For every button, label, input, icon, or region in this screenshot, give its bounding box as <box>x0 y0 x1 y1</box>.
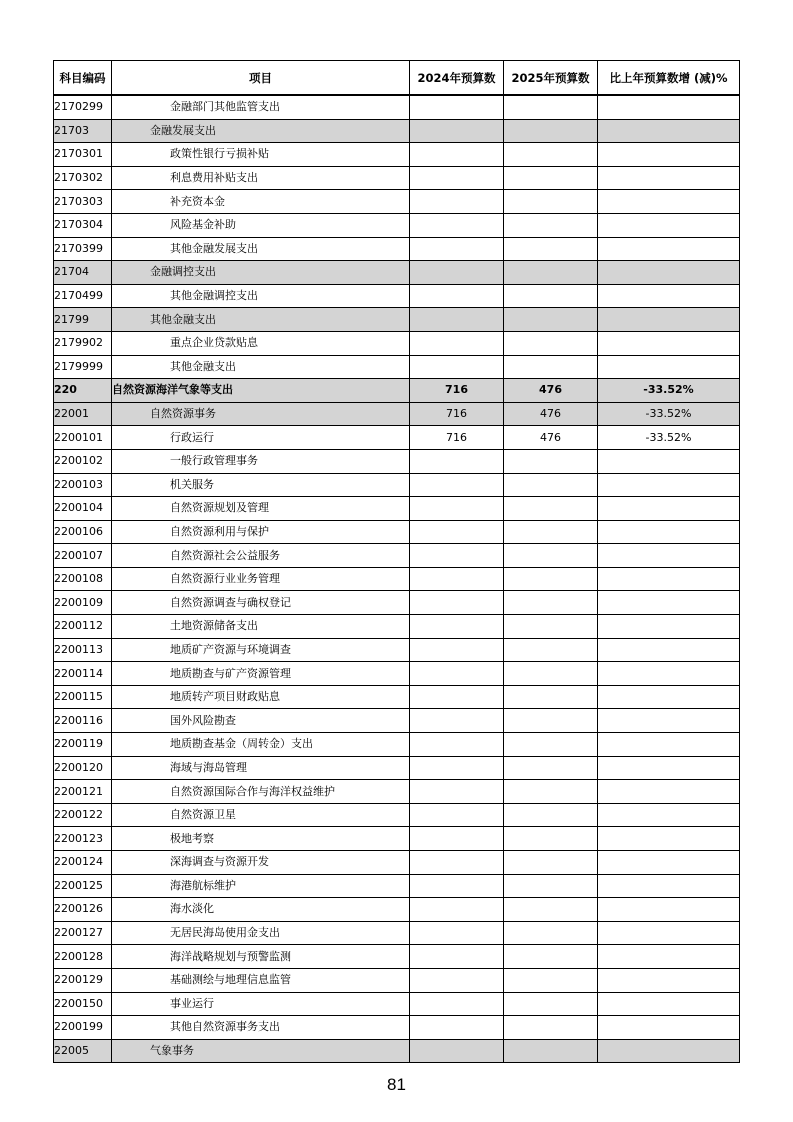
cell-2024-budget <box>410 449 504 473</box>
cell-code: 2200103 <box>54 473 112 497</box>
cell-name: 自然资源行业业务管理 <box>112 567 410 591</box>
cell-code: 2200125 <box>54 874 112 898</box>
cell-change-percent <box>598 685 740 709</box>
cell-2024-budget <box>410 1016 504 1040</box>
cell-2024-budget <box>410 733 504 757</box>
table-row <box>54 591 740 615</box>
table-row <box>54 827 740 851</box>
cell-2024-budget <box>410 685 504 709</box>
cell-change-percent <box>598 921 740 945</box>
cell-2025-budget <box>504 615 598 639</box>
table-row <box>54 756 740 780</box>
cell-2025-budget <box>504 591 598 615</box>
cell-2025-budget <box>504 685 598 709</box>
cell-code: 2200199 <box>54 1016 112 1040</box>
cell-change-percent <box>598 567 740 591</box>
table-header-row <box>54 61 740 96</box>
table-row <box>54 921 740 945</box>
cell-2024-budget <box>410 166 504 190</box>
cell-name: 风险基金补助 <box>112 213 410 237</box>
cell-change-percent <box>598 190 740 214</box>
cell-2024-budget <box>410 190 504 214</box>
cell-change-percent: -33.52% <box>598 426 740 450</box>
cell-name: 金融发展支出 <box>112 119 410 143</box>
header-code: 科目编码 <box>54 61 112 96</box>
table-row <box>54 520 740 544</box>
table-row <box>54 567 740 591</box>
cell-code: 2200107 <box>54 544 112 568</box>
cell-change-percent <box>598 992 740 1016</box>
table-row <box>54 968 740 992</box>
cell-code: 2200150 <box>54 992 112 1016</box>
table-row <box>54 261 740 285</box>
cell-change-percent <box>598 874 740 898</box>
cell-2025-budget <box>504 166 598 190</box>
cell-2025-budget <box>504 449 598 473</box>
cell-name: 土地资源储备支出 <box>112 615 410 639</box>
cell-name: 自然资源利用与保护 <box>112 520 410 544</box>
cell-change-percent <box>598 827 740 851</box>
cell-2025-budget <box>504 355 598 379</box>
cell-name: 自然资源事务 <box>112 402 410 426</box>
table-row <box>54 851 740 875</box>
cell-change-percent <box>598 898 740 922</box>
table-row <box>54 638 740 662</box>
cell-name: 政策性银行亏损补贴 <box>112 143 410 167</box>
cell-name: 海水淡化 <box>112 898 410 922</box>
cell-2025-budget: 476 <box>504 379 598 403</box>
cell-2025-budget <box>504 261 598 285</box>
cell-2024-budget <box>410 874 504 898</box>
cell-code: 2170499 <box>54 284 112 308</box>
table-row <box>54 662 740 686</box>
cell-code: 2200124 <box>54 851 112 875</box>
cell-name: 自然资源国际合作与海洋权益维护 <box>112 780 410 804</box>
cell-name: 极地考察 <box>112 827 410 851</box>
table-row <box>54 166 740 190</box>
cell-2025-budget <box>504 945 598 969</box>
cell-name: 无居民海岛使用金支出 <box>112 921 410 945</box>
table-row <box>54 874 740 898</box>
cell-2025-budget <box>504 190 598 214</box>
cell-code: 21799 <box>54 308 112 332</box>
cell-2025-budget <box>504 213 598 237</box>
cell-change-percent <box>598 780 740 804</box>
cell-name: 海港航标维护 <box>112 874 410 898</box>
cell-code: 2200113 <box>54 638 112 662</box>
table-row <box>54 803 740 827</box>
header-2024-budget: 2024年预算数 <box>410 61 504 96</box>
cell-name: 其他金融发展支出 <box>112 237 410 261</box>
cell-code: 2200106 <box>54 520 112 544</box>
cell-2024-budget <box>410 780 504 804</box>
table-row <box>54 284 740 308</box>
cell-code: 220 <box>54 379 112 403</box>
cell-2025-budget <box>504 733 598 757</box>
table-row <box>54 685 740 709</box>
table-row <box>54 426 740 450</box>
cell-2024-budget <box>410 261 504 285</box>
table-row <box>54 992 740 1016</box>
cell-name: 补充资本金 <box>112 190 410 214</box>
cell-name: 利息费用补贴支出 <box>112 166 410 190</box>
table-row <box>54 1016 740 1040</box>
cell-code: 21703 <box>54 119 112 143</box>
cell-2024-budget <box>410 591 504 615</box>
cell-2025-budget: 476 <box>504 402 598 426</box>
cell-name: 基础测绘与地理信息监管 <box>112 968 410 992</box>
header-name: 项目 <box>112 61 410 96</box>
table-row <box>54 355 740 379</box>
cell-name: 地质转产项目财政贴息 <box>112 685 410 709</box>
cell-code: 2200128 <box>54 945 112 969</box>
cell-code: 2200126 <box>54 898 112 922</box>
cell-2024-budget <box>410 520 504 544</box>
cell-name: 海域与海岛管理 <box>112 756 410 780</box>
cell-name: 自然资源社会公益服务 <box>112 544 410 568</box>
cell-2024-budget <box>410 473 504 497</box>
cell-2024-budget <box>410 851 504 875</box>
cell-name: 事业运行 <box>112 992 410 1016</box>
cell-change-percent <box>598 331 740 355</box>
cell-code: 2200122 <box>54 803 112 827</box>
table-row <box>54 898 740 922</box>
cell-change-percent <box>598 544 740 568</box>
cell-2025-budget <box>504 992 598 1016</box>
cell-2025-budget <box>504 803 598 827</box>
cell-code: 2200114 <box>54 662 112 686</box>
cell-2025-budget <box>504 898 598 922</box>
cell-name: 金融部门其他监管支出 <box>112 95 410 119</box>
page-number: 81 <box>387 1075 406 1094</box>
cell-code: 2200120 <box>54 756 112 780</box>
cell-2024-budget <box>410 968 504 992</box>
cell-name: 气象事务 <box>112 1039 410 1063</box>
cell-change-percent <box>598 284 740 308</box>
budget-table <box>53 60 740 1063</box>
cell-2024-budget <box>410 1039 504 1063</box>
cell-2025-budget <box>504 331 598 355</box>
cell-2025-budget <box>504 851 598 875</box>
cell-2025-budget <box>504 119 598 143</box>
cell-2024-budget <box>410 921 504 945</box>
cell-name: 地质矿产资源与环境调查 <box>112 638 410 662</box>
cell-change-percent <box>598 119 740 143</box>
cell-2025-budget <box>504 1039 598 1063</box>
cell-change-percent <box>598 968 740 992</box>
cell-2024-budget <box>410 237 504 261</box>
cell-name: 其他金融支出 <box>112 308 410 332</box>
cell-2024-budget <box>410 143 504 167</box>
cell-2025-budget <box>504 709 598 733</box>
cell-change-percent <box>598 662 740 686</box>
cell-2025-budget <box>504 284 598 308</box>
cell-change-percent <box>598 803 740 827</box>
cell-code: 22005 <box>54 1039 112 1063</box>
cell-code: 21704 <box>54 261 112 285</box>
cell-code: 2170304 <box>54 213 112 237</box>
cell-code: 2170299 <box>54 95 112 119</box>
table-row <box>54 402 740 426</box>
cell-2025-budget <box>504 1016 598 1040</box>
cell-code: 2200121 <box>54 780 112 804</box>
cell-code: 2200129 <box>54 968 112 992</box>
cell-2024-budget <box>410 119 504 143</box>
cell-change-percent <box>598 308 740 332</box>
table-row <box>54 780 740 804</box>
cell-name: 自然资源规划及管理 <box>112 497 410 521</box>
cell-2025-budget <box>504 497 598 521</box>
cell-name: 自然资源调查与确权登记 <box>112 591 410 615</box>
cell-2025-budget <box>504 662 598 686</box>
header-2025-budget: 2025年预算数 <box>504 61 598 96</box>
cell-name: 其他金融调控支出 <box>112 284 410 308</box>
cell-name: 地质勘查基金（周转金）支出 <box>112 733 410 757</box>
cell-change-percent <box>598 449 740 473</box>
cell-change-percent <box>598 237 740 261</box>
cell-2024-budget <box>410 945 504 969</box>
table-body <box>54 95 740 1063</box>
cell-change-percent: -33.52% <box>598 379 740 403</box>
cell-code: 2200116 <box>54 709 112 733</box>
cell-change-percent <box>598 520 740 544</box>
table-row <box>54 308 740 332</box>
cell-change-percent <box>598 95 740 119</box>
cell-change-percent <box>598 945 740 969</box>
cell-code: 2200101 <box>54 426 112 450</box>
cell-name: 自然资源海洋气象等支出 <box>112 379 410 403</box>
cell-code: 2200112 <box>54 615 112 639</box>
cell-2024-budget <box>410 662 504 686</box>
cell-2025-budget <box>504 95 598 119</box>
cell-2024-budget <box>410 709 504 733</box>
cell-code: 2170303 <box>54 190 112 214</box>
table-row <box>54 497 740 521</box>
cell-code: 2200115 <box>54 685 112 709</box>
cell-name: 深海调查与资源开发 <box>112 851 410 875</box>
table-row <box>54 213 740 237</box>
cell-2024-budget: 716 <box>410 426 504 450</box>
table-row <box>54 119 740 143</box>
cell-name: 金融调控支出 <box>112 261 410 285</box>
cell-name: 海洋战略规划与预警监测 <box>112 945 410 969</box>
cell-2024-budget: 716 <box>410 402 504 426</box>
cell-2024-budget <box>410 638 504 662</box>
cell-change-percent <box>598 1039 740 1063</box>
cell-code: 2179902 <box>54 331 112 355</box>
cell-name: 行政运行 <box>112 426 410 450</box>
cell-code: 2170399 <box>54 237 112 261</box>
cell-name: 机关服务 <box>112 473 410 497</box>
cell-change-percent <box>598 709 740 733</box>
cell-2025-budget <box>504 756 598 780</box>
cell-code: 2200102 <box>54 449 112 473</box>
cell-change-percent <box>598 638 740 662</box>
cell-2024-budget <box>410 284 504 308</box>
cell-2025-budget <box>504 520 598 544</box>
table-row <box>54 190 740 214</box>
table-row <box>54 544 740 568</box>
cell-change-percent <box>598 497 740 521</box>
table-row <box>54 733 740 757</box>
cell-name: 重点企业贷款贴息 <box>112 331 410 355</box>
table-row <box>54 331 740 355</box>
table-row <box>54 237 740 261</box>
cell-2025-budget <box>504 780 598 804</box>
cell-change-percent <box>598 166 740 190</box>
cell-2024-budget <box>410 898 504 922</box>
cell-name: 一般行政管理事务 <box>112 449 410 473</box>
cell-change-percent: -33.52% <box>598 402 740 426</box>
cell-code: 2170301 <box>54 143 112 167</box>
cell-2024-budget <box>410 567 504 591</box>
cell-2025-budget <box>504 544 598 568</box>
cell-code: 2200104 <box>54 497 112 521</box>
cell-2025-budget: 476 <box>504 426 598 450</box>
cell-change-percent <box>598 733 740 757</box>
cell-2024-budget <box>410 756 504 780</box>
cell-code: 2200123 <box>54 827 112 851</box>
cell-code: 2200108 <box>54 567 112 591</box>
cell-code: 2179999 <box>54 355 112 379</box>
table-row <box>54 379 740 403</box>
cell-code: 2200119 <box>54 733 112 757</box>
table-row <box>54 1039 740 1063</box>
cell-change-percent <box>598 591 740 615</box>
table-row <box>54 945 740 969</box>
cell-change-percent <box>598 851 740 875</box>
cell-change-percent <box>598 615 740 639</box>
cell-change-percent <box>598 756 740 780</box>
cell-code: 2200127 <box>54 921 112 945</box>
cell-2024-budget <box>410 827 504 851</box>
cell-change-percent <box>598 355 740 379</box>
cell-2025-budget <box>504 968 598 992</box>
cell-change-percent <box>598 473 740 497</box>
table-row <box>54 473 740 497</box>
cell-2024-budget <box>410 355 504 379</box>
cell-change-percent <box>598 143 740 167</box>
table-row <box>54 449 740 473</box>
cell-change-percent <box>598 261 740 285</box>
cell-change-percent <box>598 1016 740 1040</box>
cell-name: 自然资源卫星 <box>112 803 410 827</box>
cell-code: 22001 <box>54 402 112 426</box>
cell-2024-budget <box>410 615 504 639</box>
cell-2024-budget <box>410 331 504 355</box>
cell-code: 2200109 <box>54 591 112 615</box>
cell-2024-budget <box>410 308 504 332</box>
cell-2024-budget <box>410 497 504 521</box>
cell-2024-budget <box>410 95 504 119</box>
cell-2025-budget <box>504 143 598 167</box>
cell-name: 其他自然资源事务支出 <box>112 1016 410 1040</box>
cell-name: 地质勘查与矿产资源管理 <box>112 662 410 686</box>
cell-2025-budget <box>504 308 598 332</box>
cell-2024-budget <box>410 544 504 568</box>
cell-2025-budget <box>504 874 598 898</box>
cell-2025-budget <box>504 567 598 591</box>
cell-2025-budget <box>504 237 598 261</box>
header-change-percent: 比上年预算数增 (减)% <box>598 61 740 96</box>
cell-2025-budget <box>504 473 598 497</box>
cell-2025-budget <box>504 638 598 662</box>
cell-change-percent <box>598 213 740 237</box>
table-row <box>54 95 740 119</box>
cell-2024-budget <box>410 803 504 827</box>
cell-2025-budget <box>504 827 598 851</box>
table-row <box>54 615 740 639</box>
cell-code: 2170302 <box>54 166 112 190</box>
table-row <box>54 709 740 733</box>
cell-2024-budget <box>410 992 504 1016</box>
cell-2024-budget <box>410 213 504 237</box>
table-row <box>54 143 740 167</box>
cell-2025-budget <box>504 921 598 945</box>
cell-name: 国外风险勘查 <box>112 709 410 733</box>
cell-name: 其他金融支出 <box>112 355 410 379</box>
cell-2024-budget: 716 <box>410 379 504 403</box>
